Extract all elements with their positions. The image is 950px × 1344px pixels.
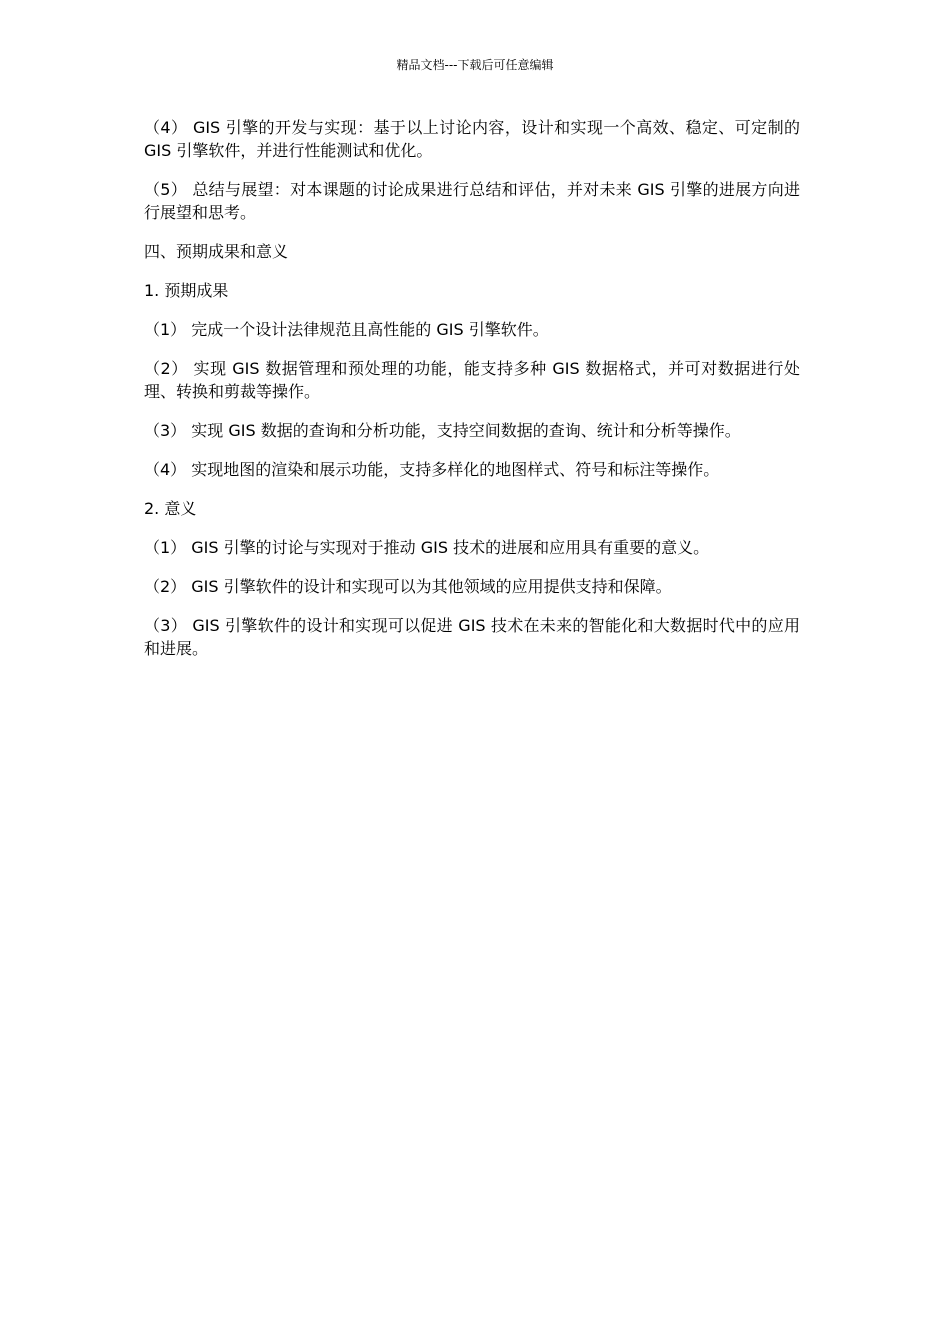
page-header: 精品文档---下载后可任意编辑 [396,58,554,72]
paragraph-engine-development: （4） GIS 引擎的开发与实现：基于以上讨论内容，设计和实现一个高效、稳定、可定制的 GIS 引擎软件，并进行性能测试和优化。 [144,118,800,160]
list-item-significance-1: （1） GIS 引擎的讨论与实现对于推动 GIS 技术的进展和应用具有重要的意义。 [144,538,710,557]
list-item-result-4: （4） 实现地图的渲染和展示功能，支持多样化的地图样式、符号和标注等操作。 [144,460,720,479]
list-item-significance-2: （2） GIS 引擎软件的设计和实现可以为其他领域的应用提供支持和保障。 [144,577,672,596]
list-item-result-2: （2） 实现 GIS 数据管理和预处理的功能，能支持多种 GIS 数据格式，并可对数据进行处理、转换和剪裁等操作。 [144,359,800,401]
list-item-significance-3: （3） GIS 引擎软件的设计和实现可以促进 GIS 技术在未来的智能化和大数据时代中的应用和进展。 [144,616,800,658]
document-body [144,116,800,676]
list-item-result-3: （3） 实现 GIS 数据的查询和分析功能，支持空间数据的查询、统计和分析等操作。 [144,421,741,440]
list-item-result-1: （1） 完成一个设计法律规范且高性能的 GIS 引擎软件。 [144,320,549,339]
section-heading-expected-results: 四、预期成果和意义 [144,242,289,261]
paragraph-summary-outlook: （5） 总结与展望：对本课题的讨论成果进行总结和评估，并对未来 GIS 引擎的进展方向进行展望和思考。 [144,180,800,222]
subheading-expected-results: 1. 预期成果 [144,281,229,300]
subheading-significance: 2. 意义 [144,499,197,518]
